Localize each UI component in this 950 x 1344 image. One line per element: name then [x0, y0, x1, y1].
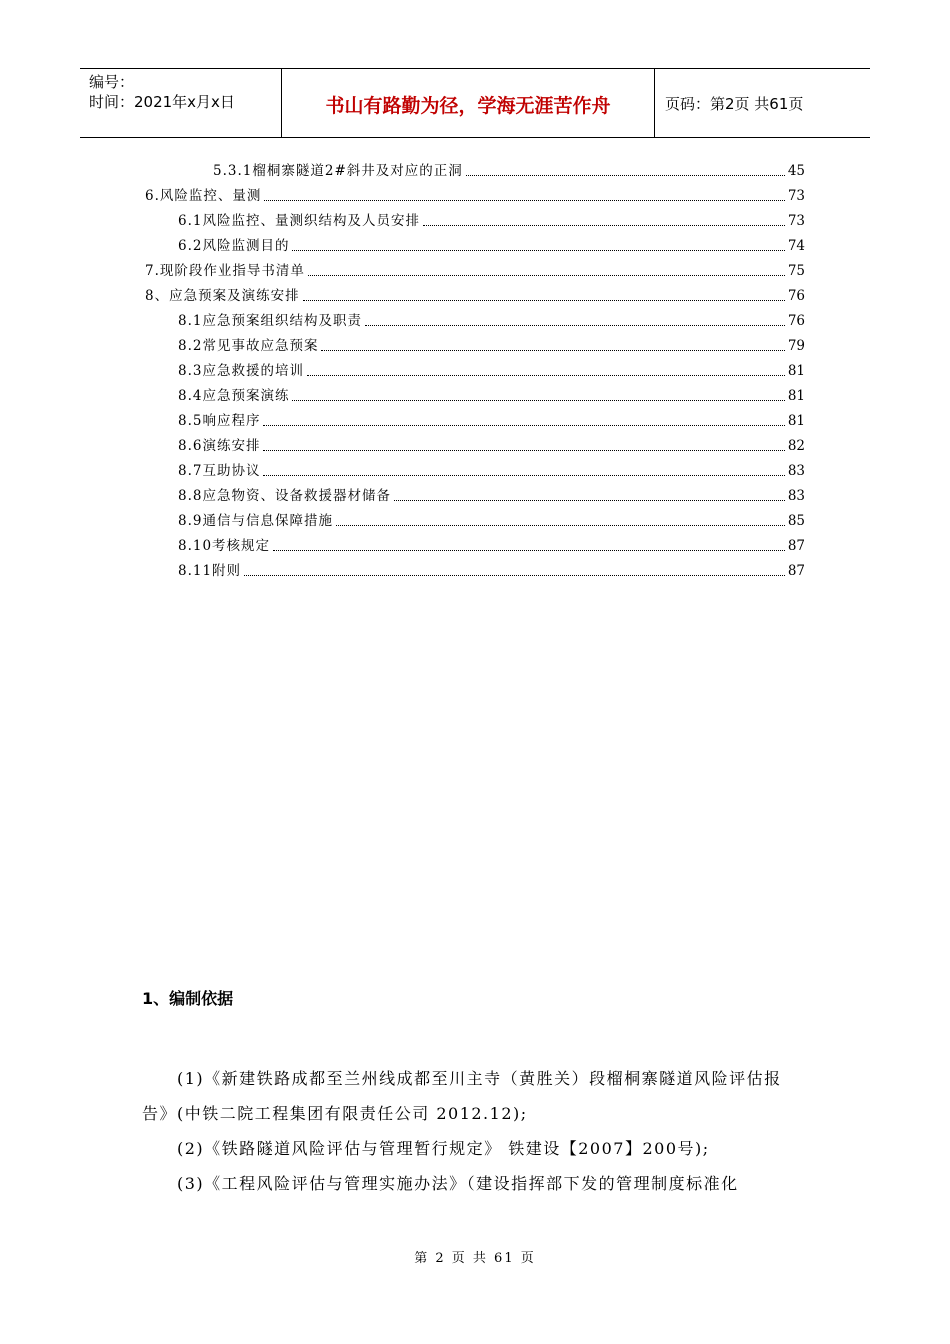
- toc-entry-page: 45: [787, 163, 805, 179]
- toc-entry-title: 8.9通信与信息保障措施: [178, 513, 333, 529]
- toc-entry-page: 87: [787, 538, 805, 554]
- document-date: 时间：2021年x月x日: [89, 93, 235, 111]
- toc-entry-page: 73: [787, 213, 805, 229]
- toc-entry-title: 8.6演练安排: [178, 438, 261, 454]
- toc-entry-page: 85: [787, 513, 805, 529]
- toc-entry-title: 8.2常见事故应急预案: [178, 338, 319, 354]
- toc-entry-page: 76: [787, 288, 805, 304]
- toc-leader-dots: [423, 224, 785, 226]
- toc-entry[interactable]: [178, 410, 805, 430]
- toc-leader-dots: [263, 474, 784, 476]
- page-header: [80, 68, 870, 138]
- header-motto-cell: [282, 69, 655, 137]
- toc-entry[interactable]: [178, 560, 805, 580]
- toc-leader-dots: [308, 274, 785, 276]
- toc-entry[interactable]: [145, 260, 805, 280]
- toc-entry[interactable]: [178, 435, 805, 455]
- toc-entry[interactable]: [178, 460, 805, 480]
- toc-entry-title: 8.1应急预案组织结构及职责: [178, 313, 362, 329]
- toc-entry-page: 81: [787, 388, 805, 404]
- section-heading: 1、编制依据: [142, 989, 234, 1008]
- toc-leader-dots: [264, 199, 784, 201]
- toc-entry[interactable]: [145, 285, 805, 305]
- toc-leader-dots: [263, 424, 784, 426]
- toc-entry-page: 79: [787, 338, 805, 354]
- toc-entry-page: 73: [787, 188, 805, 204]
- document-number-label: 编号：: [89, 73, 135, 91]
- toc-leader-dots: [273, 549, 785, 551]
- toc-leader-dots: [292, 249, 784, 251]
- toc-entry-title: 8、应急预案及演练安排: [145, 288, 300, 304]
- toc-entry[interactable]: [178, 210, 805, 230]
- toc-entry-page: 83: [787, 488, 805, 504]
- toc-leader-dots: [365, 324, 785, 326]
- toc-leader-dots: [263, 449, 784, 451]
- toc-entry[interactable]: [178, 385, 805, 405]
- toc-leader-dots: [394, 499, 785, 501]
- toc-entry-page: 81: [787, 363, 805, 379]
- toc-leader-dots: [321, 349, 784, 351]
- toc-entry[interactable]: [178, 335, 805, 355]
- toc-entry-title: 8.5响应程序: [178, 413, 261, 429]
- toc-entry-title: 8.10考核规定: [178, 538, 271, 554]
- toc-leader-dots: [292, 399, 784, 401]
- toc-entry-page: 87: [787, 563, 805, 579]
- header-page-cell: [655, 69, 870, 137]
- header-meta-cell: [80, 69, 282, 137]
- header-motto: 书山有路勤为径，学海无涯苦作舟: [325, 95, 611, 117]
- toc-entry-title: 5.3.1榴桐寨隧道2#斜井及对应的正洞: [213, 163, 463, 179]
- toc-leader-dots: [307, 374, 785, 376]
- toc-entry-page: 76: [787, 313, 805, 329]
- toc-entry-page: 75: [787, 263, 805, 279]
- toc-entry-title: 6.2风险监测目的: [178, 238, 290, 254]
- toc-entry-title: 8.8应急物资、设备救援器材储备: [178, 488, 391, 504]
- toc-entry-title: 7.现阶段作业指导书清单: [145, 263, 305, 279]
- toc-entry[interactable]: [178, 510, 805, 530]
- toc-entry[interactable]: [178, 485, 805, 505]
- toc-entry-title: 6.风险监控、量测: [145, 188, 262, 204]
- toc-leader-dots: [336, 524, 785, 526]
- toc-entry[interactable]: [178, 360, 805, 380]
- toc-leader-dots: [303, 299, 785, 301]
- toc-entry[interactable]: [213, 160, 805, 180]
- toc-entry-title: 8.3应急救援的培训: [178, 363, 304, 379]
- toc-entry-title: 8.11附则: [178, 563, 242, 579]
- toc-entry-title: 6.1风险监控、量测织结构及人员安排: [178, 213, 420, 229]
- toc-entry-page: 81: [787, 413, 805, 429]
- toc-entry-page: 83: [787, 463, 805, 479]
- toc-entry-title: 8.4应急预案演练: [178, 388, 290, 404]
- toc-entry-page: 74: [787, 238, 805, 254]
- toc-entry-title: 8.7互助协议: [178, 463, 261, 479]
- page-footer: 第 2 页 共 61 页: [414, 1251, 536, 1266]
- toc-entry[interactable]: [145, 185, 805, 205]
- basis-item-1: (1)《新建铁路成都至兰州线成都至川主寺（黄胜关）段榴桐寨隧道风险评估报告》(中铁二院工程集团有限责任公司 2012.12);: [142, 1069, 782, 1123]
- toc-leader-dots: [244, 574, 785, 576]
- toc-entry[interactable]: [178, 310, 805, 330]
- header-page-code: 页码：第2页 共61页: [665, 95, 804, 113]
- toc-entry[interactable]: [178, 235, 805, 255]
- toc-leader-dots: [466, 174, 785, 176]
- toc-entry-page: 82: [787, 438, 805, 454]
- basis-item-2: (2)《铁路隧道风险评估与管理暂行规定》 铁建设【2007】200号);: [177, 1139, 710, 1158]
- basis-item-3: (3)《工程风险评估与管理实施办法》（建设指挥部下发的管理制度标准化: [177, 1174, 739, 1193]
- toc-entry[interactable]: [178, 535, 805, 555]
